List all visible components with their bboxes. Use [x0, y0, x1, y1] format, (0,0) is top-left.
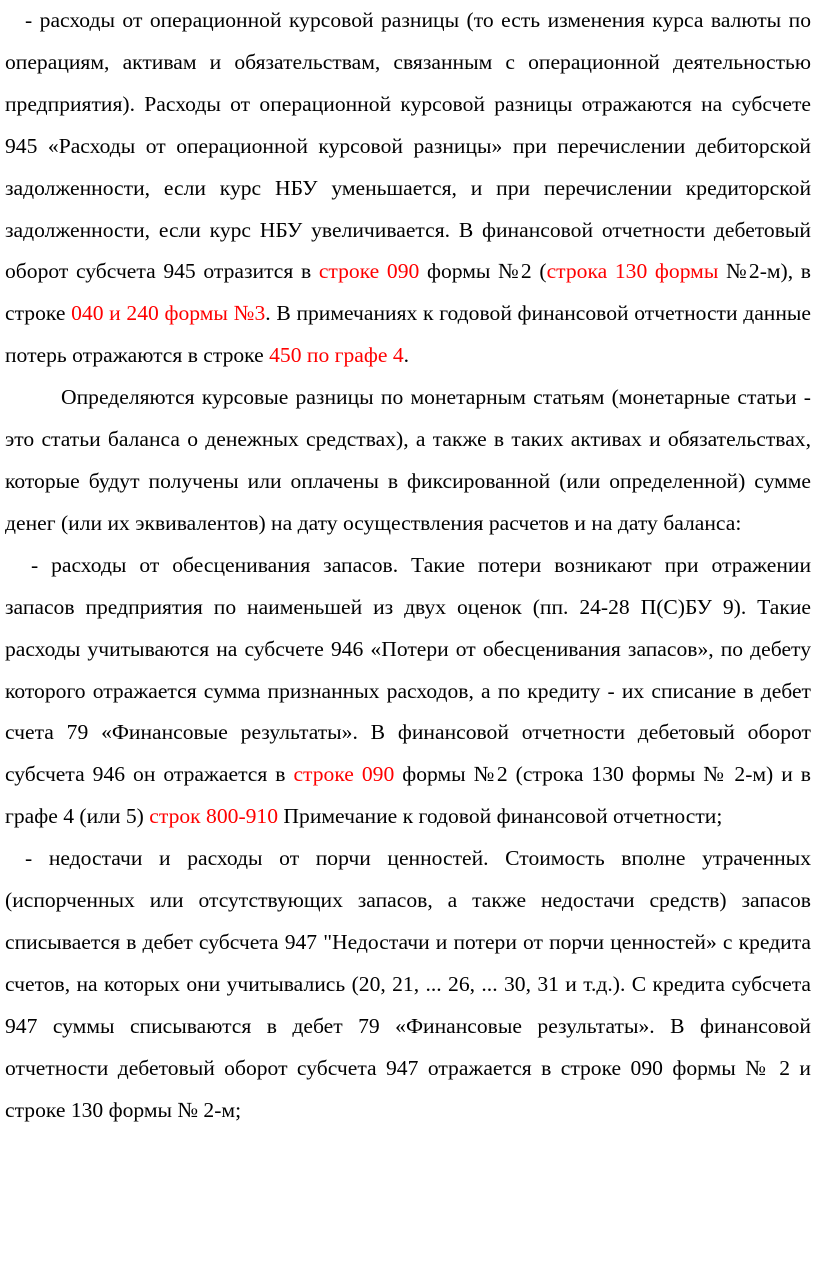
paragraph-1-highlight-4: 450 по графе 4 [269, 343, 404, 368]
document-page [5, 0, 811, 1131]
paragraph-1-text-4: . В примечаниях к годовой финансовой отчетности данные потерь отражаются в строке [5, 301, 812, 368]
paragraph-operational-exchange-difference [5, 0, 811, 377]
paragraph-shortages-spoilage: - недостачи и расходы от порчи ценностей. Стоимость вполне утраченных (испорченных или отсутствующих запасов, а также недостачи средств) запасов списывается в дебет субсчета 947 "Недостачи и потери от порчи ценностей» с кредита счетов, на которых они учитывались (20, 21, ... 26, ... 30, 31 и т.д.). С кредита субсчета 947 суммы списываются в дебет 79 «Финансовые результаты». В финансовой отчетности дебетовый оборот субсчета 947 отражается в строке 090 формы № 2 и строке 130 формы № 2-м; [5, 846, 811, 1122]
paragraph-3-text-2: формы №2 (строка 130 формы № 2-м) и в графе 4 (или 5) [5, 762, 811, 829]
paragraph-1-highlight-3: 040 и 240 формы №3 [71, 301, 266, 326]
paragraph-3-highlight-2: строк 800-910 [149, 804, 279, 829]
paragraph-3-text-3: Примечание к годовой финансовой отчетности; [278, 804, 723, 829]
paragraph-1-highlight-1: строке 090 [318, 259, 420, 284]
paragraph-monetary-items: Определяются курсовые разницы по монетарным статьям (монетарные статьи - это статьи баланса о денежных средствах), а также в таких активах и обязательствах, которые будут получены или оплачены в фиксированной (или определенной) сумме денег (или их эквивалентов) на дату осуществления расчетов и на дату баланса: [5, 385, 811, 535]
paragraph-1-text-3: №2-м), в строке [5, 259, 811, 326]
paragraph-1-text-2: формы №2 ( [419, 259, 547, 284]
paragraph-3-highlight-1: строке 090 [293, 762, 395, 787]
paragraph-1-text-1: - расходы от операционной курсовой разницы (то есть изменения курса валюты по операциям, активам и обязательствам, связанным с операционной деятельностью предприятия). Расходы от операционной курсовой разницы отражаются на субсчете 945 «Расходы от операционной курсовой разницы» при перечислении дебиторской задолженности, если курс НБУ уменьшается, и при перечислении кредиторской задолженности, если курс НБУ увеличивается. В финансовой отчетности дебетовый оборот субсчета 945 отразится в [5, 8, 811, 284]
paragraph-inventory-impairment [5, 545, 811, 838]
paragraph-3-text-1: - расходы от обесценивания запасов. Такие потери возникают при отражении запасов предприятия по наименьшей из двух оценок (пп. 24-28 П(С)БУ 9). Такие расходы учитываются на субсчете 946 «Потери от обесценивания запасов», по дебету которого отражается сумма признанных расходов, а по кредиту - их списание в дебет счета 79 «Финансовые результаты». В финансовой отчетности дебетовый оборот субсчета 946 он отражается в [5, 552, 811, 787]
paragraph-1-text-5: . [403, 343, 410, 368]
paragraph-1-highlight-2: строка 130 формы [546, 259, 719, 284]
